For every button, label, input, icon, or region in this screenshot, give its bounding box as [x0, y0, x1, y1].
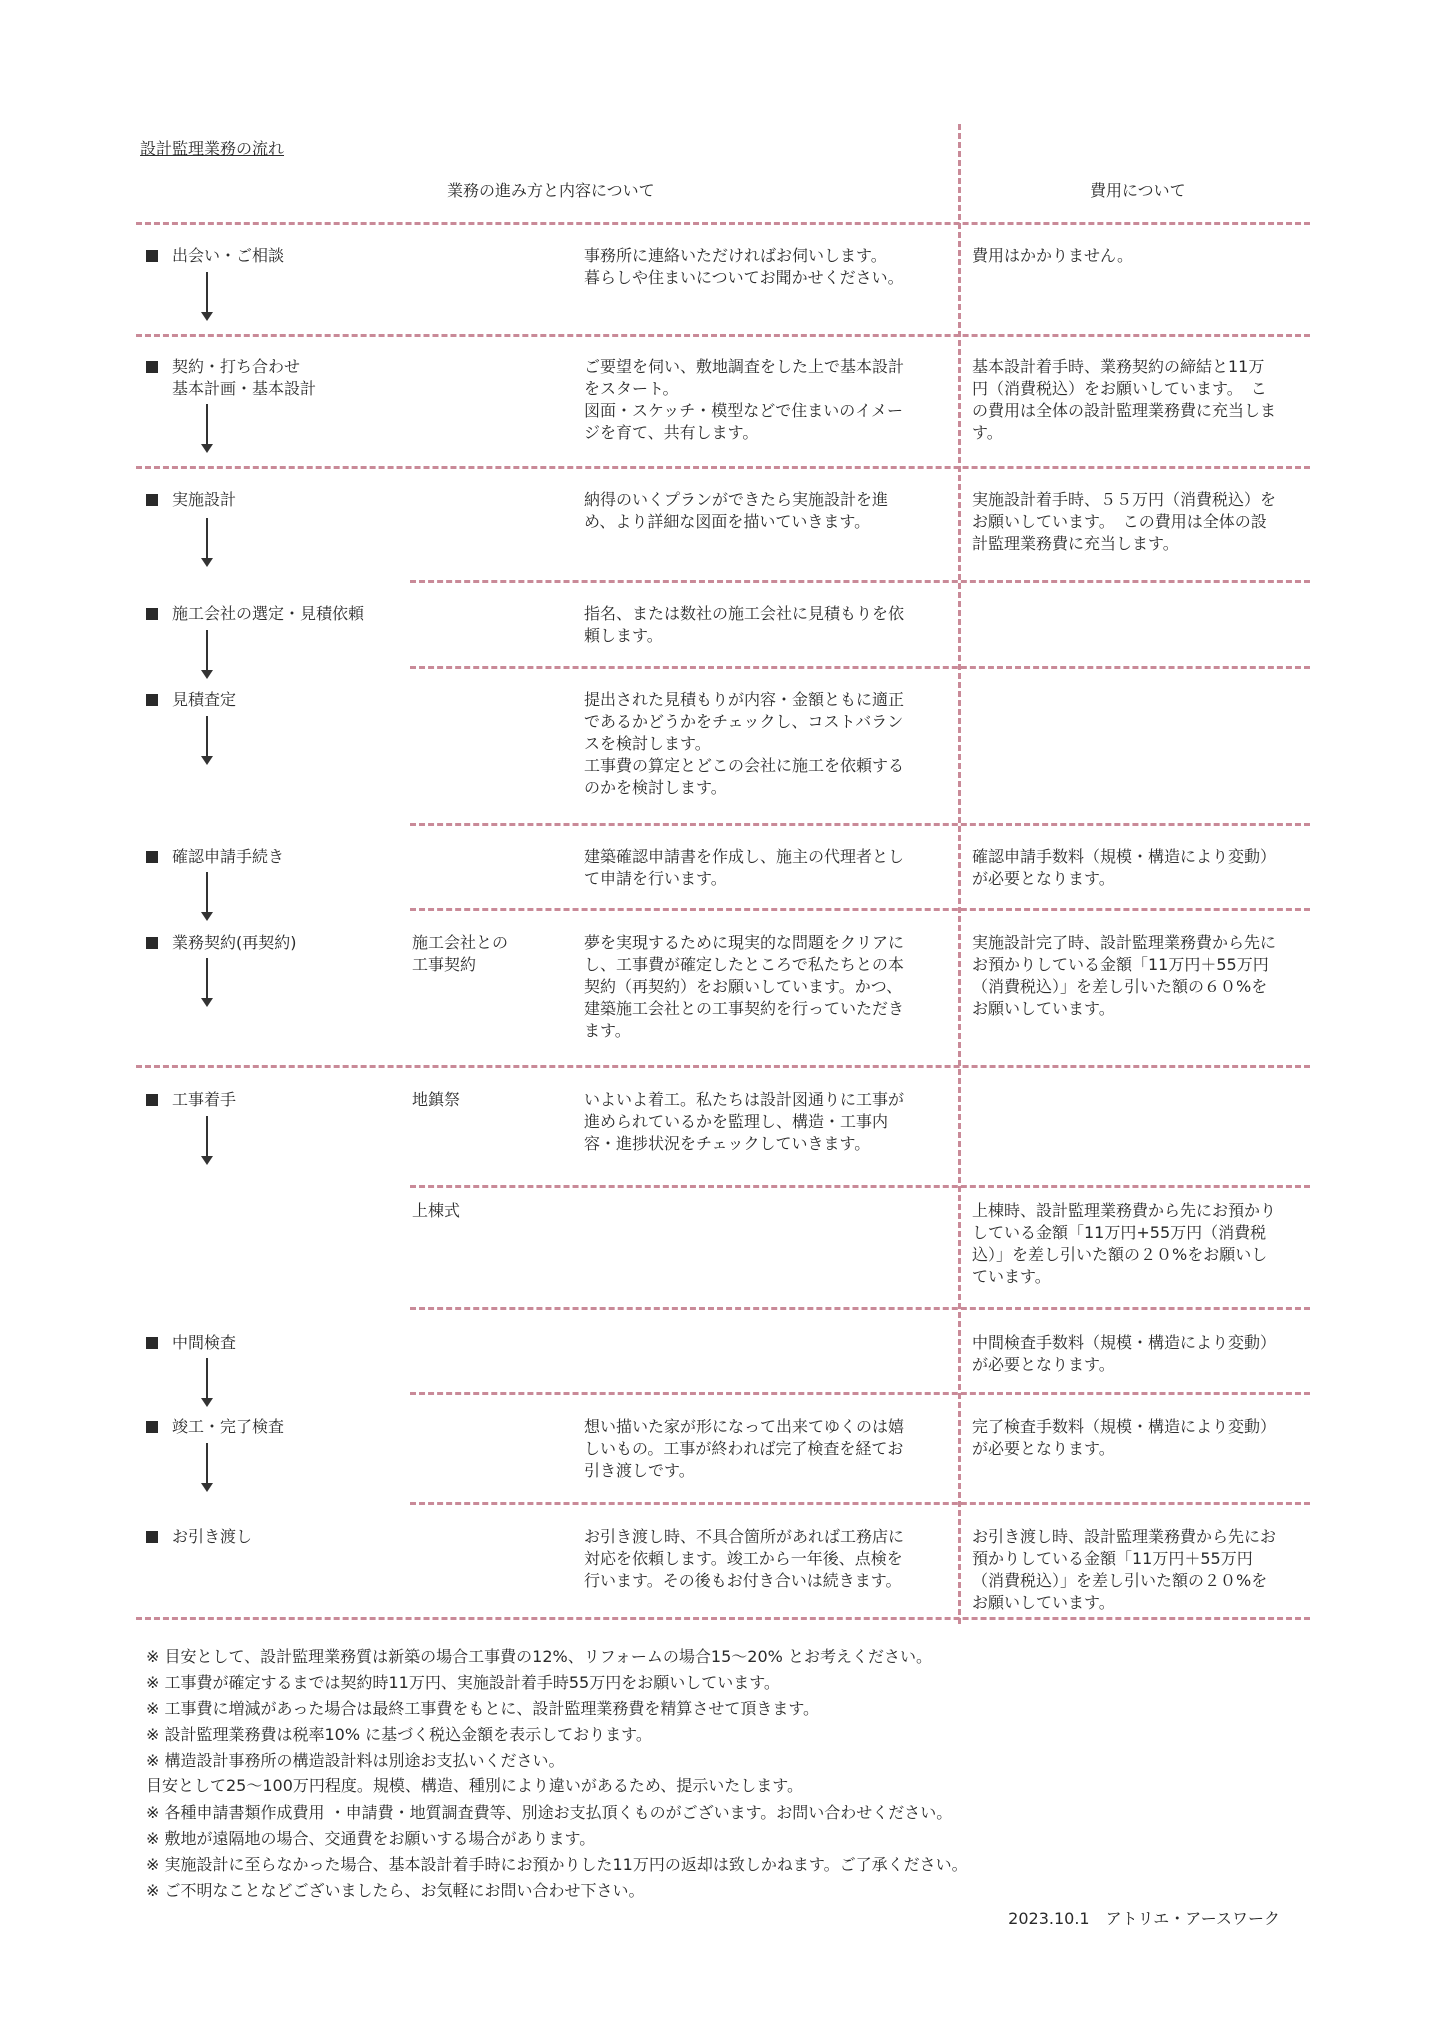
- row-divider: [410, 823, 1310, 826]
- square-bullet-icon: [146, 361, 158, 373]
- header-fee: 費用について: [1090, 181, 1186, 200]
- step-label: 中間検査: [146, 1332, 236, 1354]
- square-bullet-icon: [146, 1337, 158, 1349]
- row-divider: [136, 222, 1310, 225]
- row-divider: [410, 666, 1310, 669]
- step-label: 竣工・完了検査: [146, 1416, 284, 1438]
- header-process: 業務の進み方と内容について: [447, 181, 655, 200]
- step-label: 業務契約(再契約): [146, 932, 297, 954]
- step-fee: 基本設計着手時、業務契約の締結と11万 円（消費税込）をお願いしています。 こ の費用は全体の設計監理業務費に充当しま す。: [972, 357, 1277, 442]
- square-bullet-icon: [146, 494, 158, 506]
- row-divider: [136, 1617, 1310, 1620]
- step-description: 想い描いた家が形になって出来てゆくのは嬉 しいもの。工事が終われば完了検査を経てお 引き渡しです。: [584, 1417, 905, 1480]
- square-bullet-icon: [146, 694, 158, 706]
- note-item: ※ 目安として、設計監理業務質は新築の場合工事費の12%、リフォームの場合15～20% とお考えください。: [146, 1647, 932, 1666]
- note-item: ※ 構造設計事務所の構造設計料は別途お支払いください。 目安として25～100万円程度。規模、構造、種別により違いがあるため、提示いたします。: [146, 1751, 803, 1795]
- row-divider: [410, 1307, 1310, 1310]
- step-description: 指名、または数社の施工会社に見積もりを依 頼します。: [584, 604, 905, 645]
- step-description: 納得のいくプランができたら実施設計を進 め、より詳細な図面を描いていきます。: [584, 490, 889, 531]
- step-fee: 費用はかかりません。: [972, 246, 1133, 265]
- step-fee: 中間検査手数料（規模・構造により変動） が必要となります。: [972, 1333, 1277, 1374]
- step-label: 契約・打ち合わせ 基本計画・基本設計: [146, 356, 316, 400]
- step-description: 事務所に連絡いただければお伺いします。 暮らしや住まいについてお聞かせください。: [584, 246, 904, 287]
- row-divider: [410, 908, 1310, 911]
- step-label: お引き渡し: [146, 1526, 252, 1548]
- row-divider: [136, 334, 1310, 337]
- step-label: 確認申請手続き: [146, 846, 284, 868]
- step-label: 出会い・ご相談: [146, 245, 284, 267]
- step-label: 工事着手: [146, 1089, 236, 1111]
- footer-signature: 2023.10.1 アトリエ・アースワーク: [1008, 1909, 1280, 1928]
- note-item: ※ ご不明なことなどございましたら、お気軽にお問い合わせ下さい。: [146, 1881, 645, 1900]
- note-item: ※ 実施設計に至らなかった場合、基本設計着手時にお預かりした11万円の返却は致しかねます。ご了承ください。: [146, 1855, 968, 1874]
- step-description: いよいよ着工。私たちは設計図通りに工事が 進められているかを監理し、構造・工事内 容・進捗状況をチェックしていきます。: [584, 1090, 905, 1153]
- step-fee: 上棟時、設計監理業務費から先にお預かり している金額「11万円+55万円（消費税 込）」を差し引いた額の２０%をお願いし ています。: [972, 1201, 1277, 1286]
- step-description: 提出された見積もりが内容・金額ともに適正 であるかどうかをチェックし、コストバラン スを検討します。 工事費の算定とどこの会社に施工を依頼する のかを検討します。: [584, 690, 905, 797]
- step-description: 夢を実現するために現実的な問題をクリアに し、工事費が確定したところで私たちとの本 契約（再契約）をお願いしています。かつ、 建築施工会社との工事契約を行っていただき ます。: [584, 933, 905, 1040]
- square-bullet-icon: [146, 1421, 158, 1433]
- square-bullet-icon: [146, 250, 158, 262]
- step-sub-label: 施工会社との 工事契約: [412, 933, 509, 974]
- note-item: ※ 工事費が確定するまでは契約時11万円、実施設計着手時55万円をお願いしています。: [146, 1673, 780, 1692]
- row-divider: [410, 1185, 1310, 1188]
- step-fee: お引き渡し時、設計監理業務費から先にお 預かりしている金額「11万円＋55万円 （消費税込）」を差し引いた額の２０%を お願いしています。: [972, 1527, 1277, 1612]
- step-description: 建築確認申請書を作成し、施主の代理者とし て申請を行います。: [584, 847, 905, 888]
- column-divider: [958, 124, 961, 1624]
- step-sub-label: 地鎮祭: [412, 1090, 461, 1109]
- step-fee: 確認申請手数料（規模・構造により変動） が必要となります。: [972, 847, 1277, 888]
- step-description: ご要望を伺い、敷地調査をした上で基本設計 をスタート。 図面・スケッチ・模型などで住まいのイメー ジを育て、共有します。: [584, 357, 905, 442]
- step-label: 見積査定: [146, 689, 236, 711]
- square-bullet-icon: [146, 937, 158, 949]
- page-title: 設計監理業務の流れ: [140, 139, 285, 158]
- step-label: 実施設計: [146, 489, 236, 511]
- note-item: ※ 敷地が遠隔地の場合、交通費をお願いする場合があります。: [146, 1829, 596, 1848]
- row-divider: [136, 466, 1310, 469]
- square-bullet-icon: [146, 1531, 158, 1543]
- square-bullet-icon: [146, 608, 158, 620]
- row-divider: [410, 1502, 1310, 1505]
- square-bullet-icon: [146, 851, 158, 863]
- note-item: ※ 設計監理業務費は税率10% に基づく税込金額を表示しております。: [146, 1725, 652, 1744]
- step-fee: 実施設計完了時、設計監理業務費から先に お預かりしている金額「11万円＋55万円 （消費税込）」を差し引いた額の６０%を お願いしています。: [972, 933, 1277, 1018]
- note-item: ※ 各種申請書類作成費用 ・申請費・地質調査費等、別途お支払頂くものがございます。お問い合わせください。: [146, 1803, 953, 1822]
- row-divider: [410, 580, 1310, 583]
- step-description: お引き渡し時、不具合箇所があれば工務店に 対応を依頼します。竣工から一年後、点検を 行います。その後もお付き合いは続きます。: [584, 1527, 905, 1590]
- step-sub-label: 上棟式: [412, 1201, 461, 1220]
- row-divider: [410, 1392, 1310, 1395]
- note-item: ※ 工事費に増減があった場合は最終工事費をもとに、設計監理業務費を精算させて頂きます。: [146, 1699, 820, 1718]
- step-fee: 実施設計着手時、５５万円（消費税込）を お願いしています。 この費用は全体の設 計監理業務費に充当します。: [972, 490, 1277, 553]
- row-divider: [136, 1065, 1310, 1068]
- step-label: 施工会社の選定・見積依頼: [146, 603, 364, 625]
- step-fee: 完了検査手数料（規模・構造により変動） が必要となります。: [972, 1417, 1277, 1458]
- square-bullet-icon: [146, 1094, 158, 1106]
